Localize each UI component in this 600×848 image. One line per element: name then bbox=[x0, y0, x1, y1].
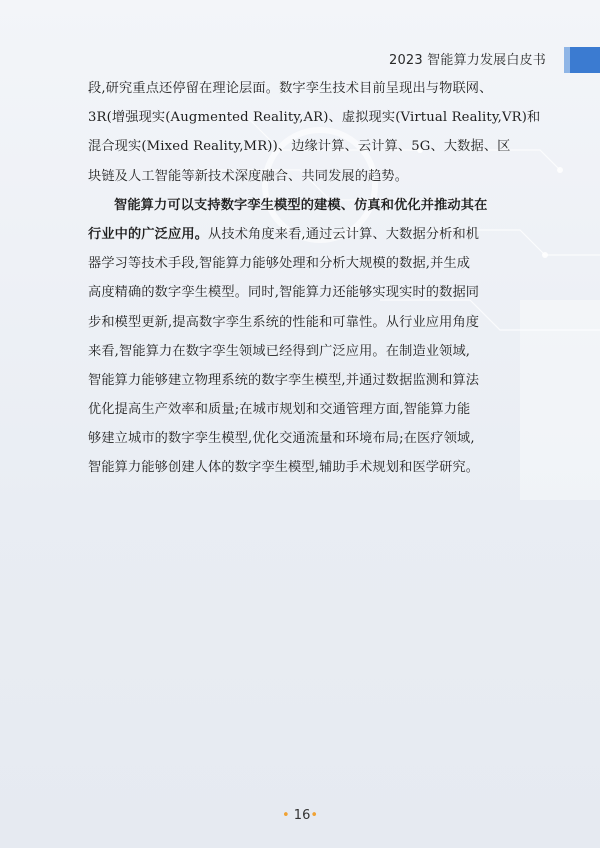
bold-lead-sentence: 智能算力可以支持数字孪生模型的建模、仿真和优化并推动其在 bbox=[114, 197, 488, 213]
header-accent-tab bbox=[570, 47, 600, 73]
text-line bbox=[88, 220, 514, 249]
text-line: 来看,智能算力在数字孪生领域已经得到广泛应用。在制造业领域, bbox=[88, 343, 471, 359]
page-number: 16 bbox=[293, 808, 311, 823]
text-line: 混合现实(Mixed Reality,MR))、边缘计算、云计算、5G、大数据、区 bbox=[88, 139, 511, 155]
body-text bbox=[88, 74, 541, 483]
page-number-footer bbox=[0, 808, 600, 823]
text-line: 优化提高生产效率和质量;在城市规划和交通管理方面,智能算力能 bbox=[88, 402, 471, 418]
text-line: 器学习等技术手段,智能算力能够处理和分析大规模的数据,并生成 bbox=[88, 256, 471, 272]
text-line: 智能算力能够创建人体的数字孪生模型,辅助手术规划和医学研究。 bbox=[88, 460, 480, 476]
text-fragment: 从技术角度来看,通过云计算、大数据分析和机 bbox=[208, 226, 480, 242]
text-line: 够建立城市的数字孪生模型,优化交通流量和环境布局;在医疗领域, bbox=[88, 431, 475, 447]
header-title: 2023 智能算力发展白皮书 bbox=[388, 53, 546, 68]
text-line: 步和模型更新,提高数字孪生系统的性能和可靠性。从行业应用角度 bbox=[88, 314, 480, 330]
text-line: 块链及人工智能等新技术深度融合、共同发展的趋势。 bbox=[88, 168, 409, 184]
text-line: 高度精确的数字孪生模型。同时,智能算力还能够实现实时的数据同 bbox=[88, 285, 480, 301]
page-dot-left: • bbox=[281, 808, 290, 823]
text-line bbox=[88, 191, 514, 220]
text-line: 3R(增强现实(Augmented Reality,AR)、虚拟现实(Virtual Reality,VR)和 bbox=[88, 110, 541, 126]
page-dot-right: • bbox=[310, 808, 319, 823]
text-line: 智能算力能够建立物理系统的数字孪生模型,并通过数据监测和算法 bbox=[88, 372, 480, 388]
bold-lead-sentence-end: 行业中的广泛应用。 bbox=[88, 226, 209, 242]
text-line: 段,研究重点还停留在理论层面。数字孪生技术目前呈现出与物联网、 bbox=[88, 81, 493, 96]
